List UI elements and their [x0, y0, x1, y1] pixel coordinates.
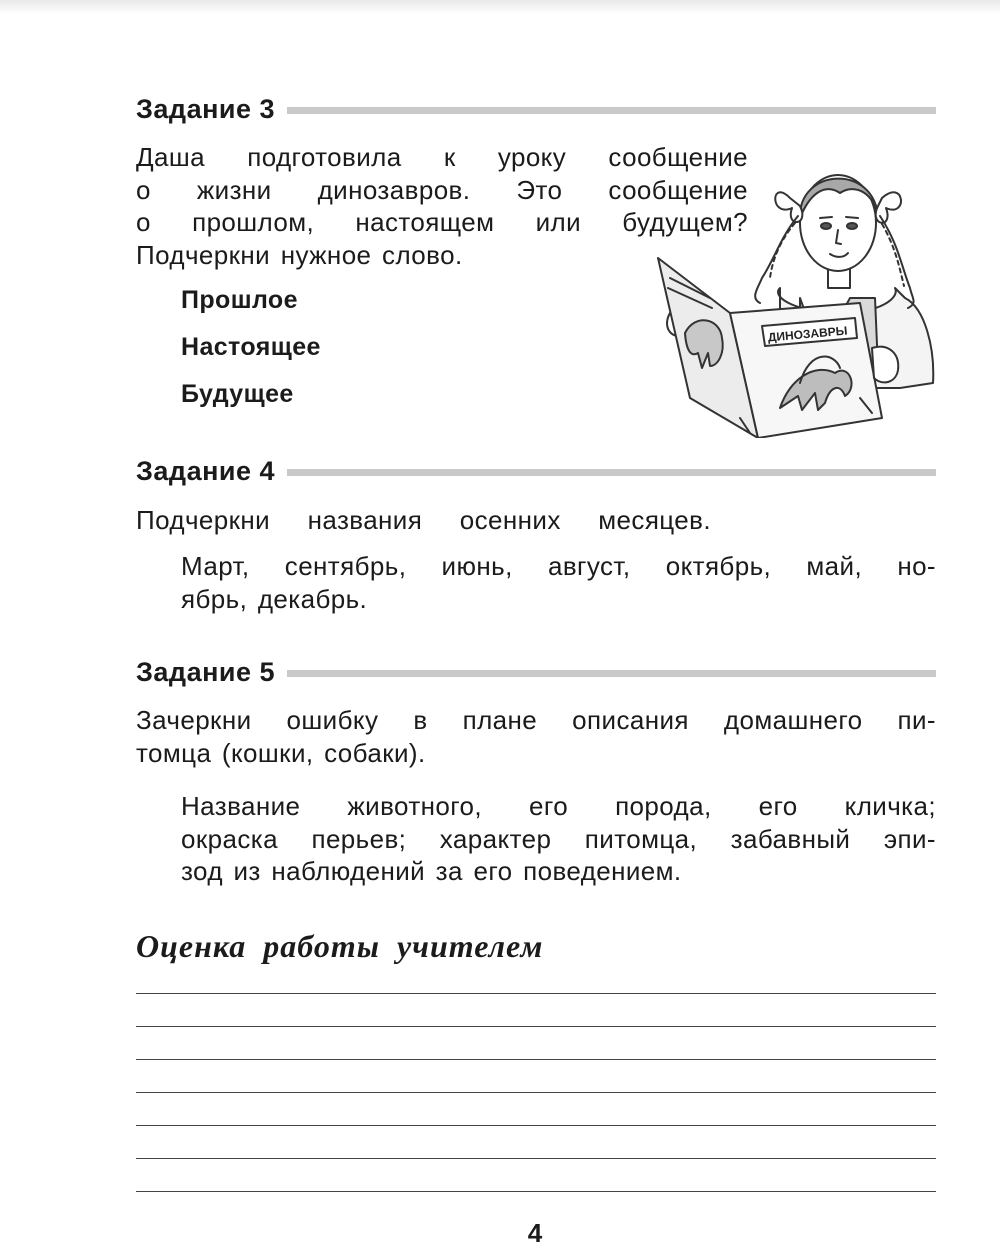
task-5-plan-line-2[interactable]: окраска перьев; характер питомца, забавный эпи-	[181, 823, 936, 854]
task-4-months	[181, 550, 936, 615]
task-5-instruction-line-2: томца (кошки, собаки).	[136, 737, 426, 768]
task-5-plan-line-3[interactable]: зод из наблюдений за его поведением.	[181, 856, 682, 886]
task-4-title: Задание 4	[136, 455, 276, 486]
task-3-heading	[136, 94, 936, 124]
task-5-instruction-line-1: Зачеркни ошибку в плане описания домашнего пи-	[136, 705, 936, 735]
task-5-plan	[181, 790, 936, 888]
girl-reading-illustration	[650, 148, 950, 438]
task-5-rule	[287, 670, 936, 677]
task-5-title: Задание 5	[136, 656, 276, 687]
girl-reading-book-icon	[650, 148, 950, 438]
writing-line-5[interactable]	[136, 1125, 936, 1126]
task-3-line-2: о жизни динозавров. Это сообщение	[136, 174, 748, 205]
task-3-line-1: Даша подготовила к уроку сообщение	[136, 142, 748, 172]
task-4-heading	[136, 456, 936, 486]
page-number: 4	[527, 1218, 543, 1248]
writing-line-1[interactable]	[136, 993, 936, 994]
writing-line-6[interactable]	[136, 1158, 936, 1159]
evaluation-title: Оценка работы учителем	[136, 928, 544, 964]
task-4-rule	[287, 469, 936, 476]
writing-line-2[interactable]	[136, 1026, 936, 1027]
option-past[interactable]: Прошлое	[181, 286, 298, 314]
task-4-months-line-2[interactable]: ябрь, декабрь.	[181, 583, 368, 614]
task-3-line-3: о прошлом, настоящем или будущем?	[136, 207, 748, 237]
book-title: ДИНОЗАВРЫ	[767, 323, 849, 345]
task-5-plan-line-1[interactable]: Название животного, его порода, его кличка;	[181, 791, 936, 821]
task-5-instruction	[136, 704, 936, 769]
task-5-heading	[136, 657, 936, 687]
task-4-months-line-1[interactable]: Март, сентябрь, июнь, август, октябрь, май, но-	[181, 551, 936, 581]
task-3-line-4: Подчеркни нужное слово.	[136, 239, 463, 270]
task-4-instruction-line: Подчеркни названия осенних месяцев.	[136, 505, 711, 535]
task-3-title: Задание 3	[136, 93, 276, 124]
writing-line-4[interactable]	[136, 1092, 936, 1093]
option-future[interactable]: Будущее	[181, 380, 294, 408]
task-4-instruction	[136, 504, 711, 537]
option-present[interactable]: Настоящее	[181, 333, 321, 361]
writing-line-3[interactable]	[136, 1059, 936, 1060]
page-top-strip	[0, 0, 1000, 14]
task-3-rule	[287, 107, 936, 114]
writing-line-7[interactable]	[136, 1191, 936, 1192]
